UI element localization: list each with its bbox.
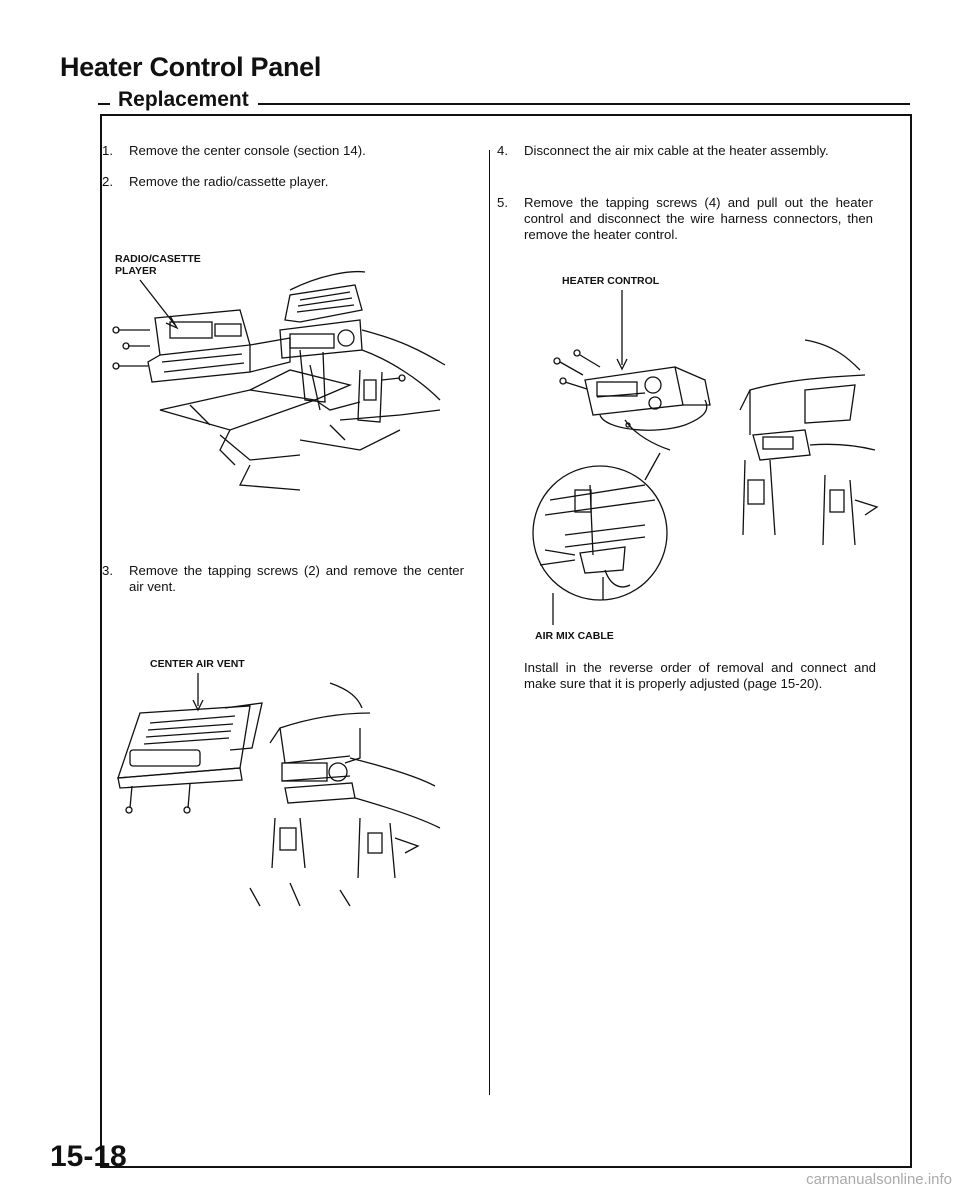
step-4-number: 4. xyxy=(497,143,508,158)
radio-cassette-label-line1: RADIO/CASETTE xyxy=(115,253,201,265)
step-3-text: Remove the tapping screws (2) and remove the center air vent. xyxy=(129,563,464,594)
install-note: Install in the reverse order of removal and connect and make sure that it is properly adjusted (page 15-20). xyxy=(524,660,876,691)
step-5-text: Remove the tapping screws (4) and pull out the heater control and disconnect the wire harness connectors, then remove the heater control. xyxy=(524,195,873,242)
heater-control-illustration xyxy=(505,285,885,625)
section-rule-left xyxy=(98,103,110,105)
step-1-text: Remove the center console (section 14). xyxy=(129,143,366,158)
section-rule-right xyxy=(258,103,910,105)
column-divider xyxy=(489,150,490,1095)
step-5-number: 5. xyxy=(497,195,508,210)
radio-removal-illustration xyxy=(100,250,480,500)
step-2-number: 2. xyxy=(102,174,113,189)
air-mix-cable-label: AIR MIX CABLE xyxy=(535,630,614,642)
step-5 xyxy=(497,195,877,247)
step-1-number: 1. xyxy=(102,143,113,158)
step-2-text: Remove the radio/cassette player. xyxy=(129,174,329,189)
step-3 xyxy=(102,563,474,599)
heater-control-label: HEATER CONTROL xyxy=(562,275,660,287)
center-air-vent-illustration xyxy=(100,668,480,908)
page-title: Heater Control Panel xyxy=(60,52,322,82)
step-4-text: Disconnect the air mix cable at the heater assembly. xyxy=(524,143,829,158)
section-title: Replacement xyxy=(118,88,249,111)
step-1 xyxy=(102,143,472,161)
step-2 xyxy=(102,174,472,192)
radio-cassette-label-line2: PLAYER xyxy=(115,265,157,277)
step-4 xyxy=(497,143,877,179)
step-3-number: 3. xyxy=(102,563,113,578)
watermark[interactable]: carmanualsonline.info xyxy=(806,1171,952,1188)
page-number: 15-18 xyxy=(50,1140,127,1173)
center-air-vent-label: CENTER AIR VENT xyxy=(150,658,245,670)
